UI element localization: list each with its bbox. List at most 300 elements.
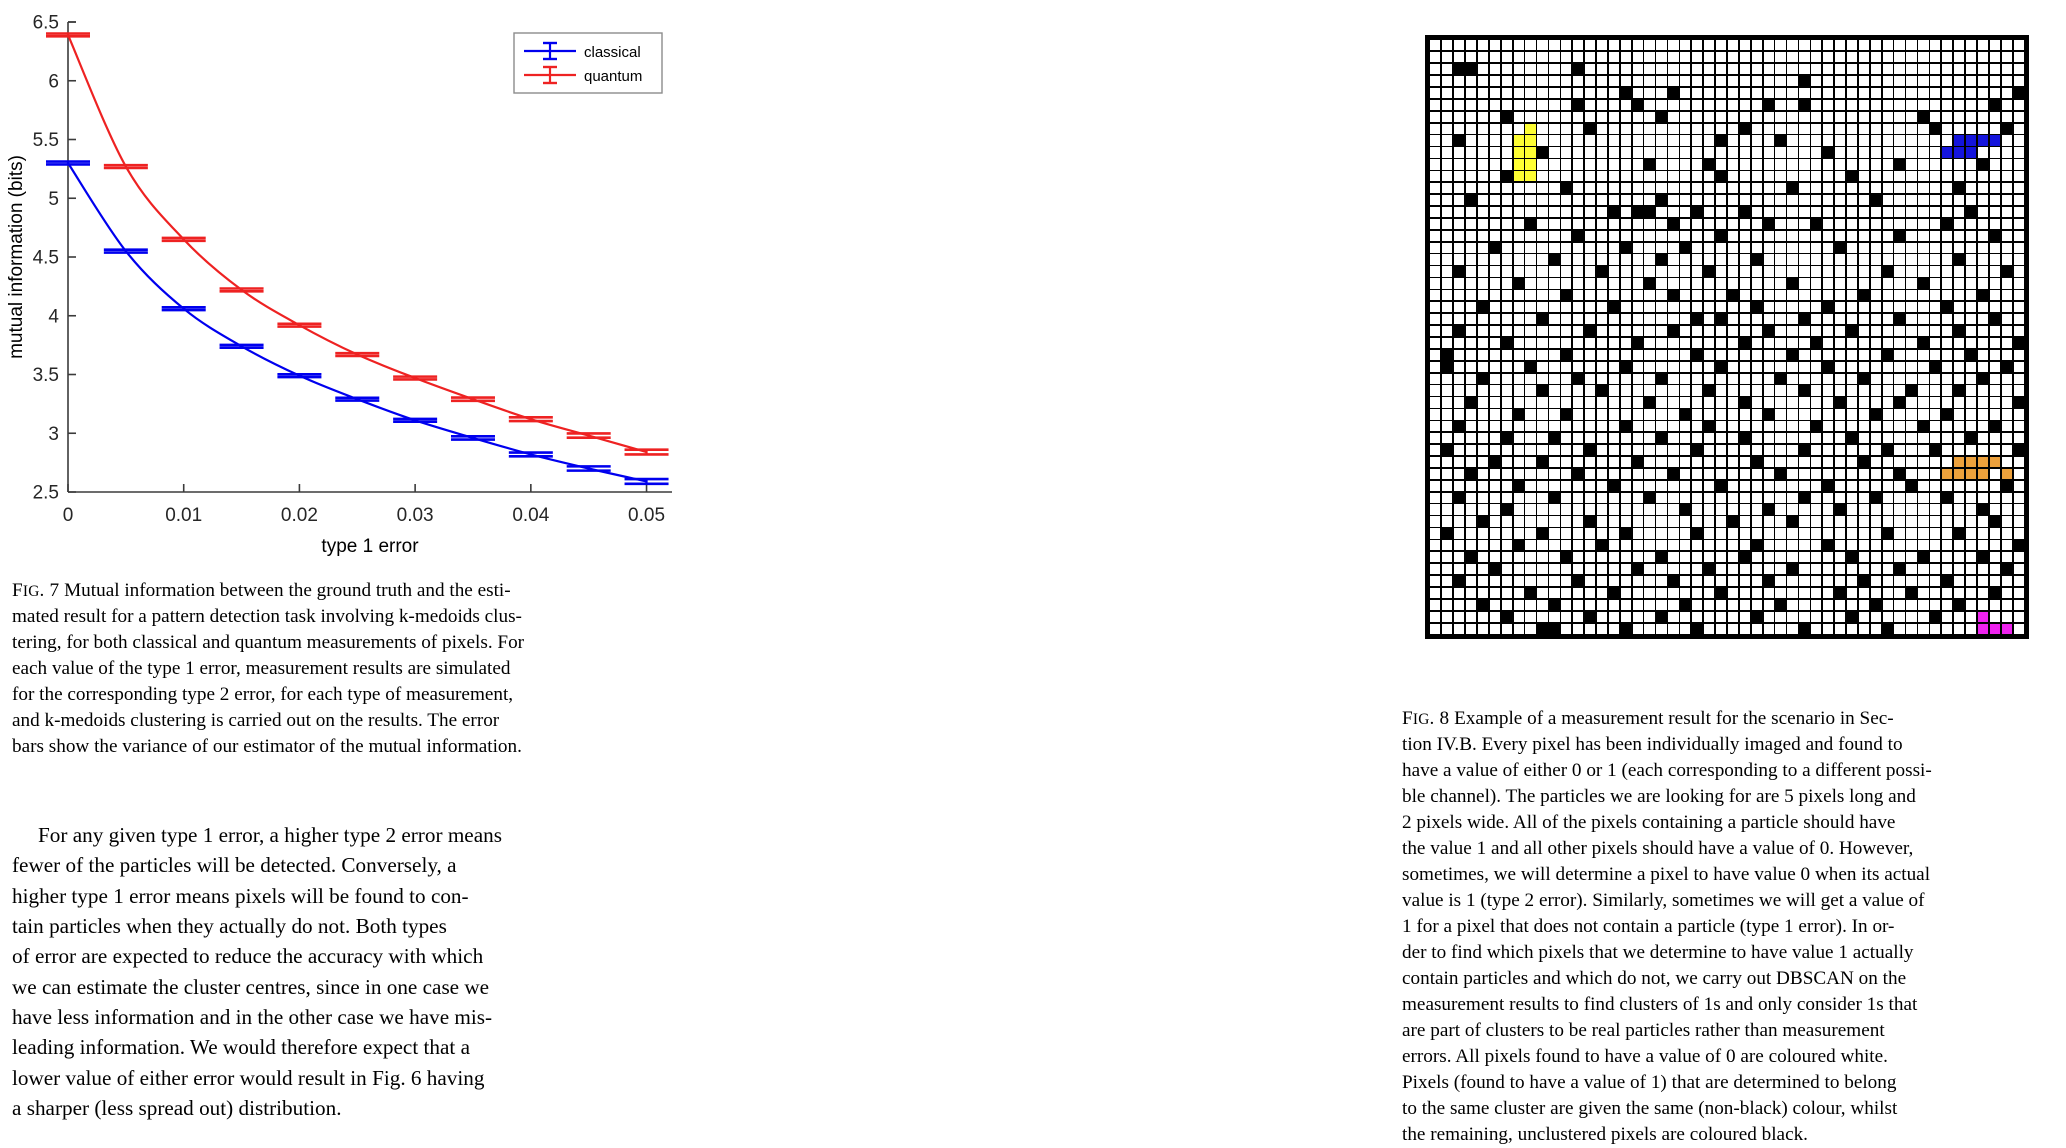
pixel-cell-empty — [1966, 612, 1976, 622]
caption-line: the value 1 and all other pixels should have a value of 0. However, — [1402, 838, 1914, 860]
pixel-cell-empty — [1537, 588, 1547, 598]
pixel-cell-empty — [1823, 338, 1833, 348]
pixel-cell-empty — [1799, 338, 1809, 348]
pixel-cell-empty — [1621, 433, 1631, 443]
pixel-cell-empty — [1990, 243, 2000, 253]
pixel-cell-empty — [1633, 266, 1643, 276]
pixel-cell-empty — [1478, 493, 1488, 503]
pixel-cell-noise — [1990, 516, 2000, 526]
pixel-cell-empty — [1894, 588, 1904, 598]
pixel-cell-empty — [1561, 135, 1571, 145]
pixel-cell-empty — [1621, 124, 1631, 134]
pixel-cell-empty — [1799, 135, 1809, 145]
pixel-cell-empty — [1894, 528, 1904, 538]
pixel-cell-empty — [1442, 469, 1452, 479]
pixel-cell-empty — [1656, 135, 1666, 145]
pixel-cell-empty — [2002, 397, 2012, 407]
pixel-cell-empty — [1585, 385, 1595, 395]
pixel-cell-empty — [1680, 254, 1690, 264]
pixel-cell-empty — [1573, 207, 1583, 217]
pixel-cell-empty — [1787, 112, 1797, 122]
y-tick-label: 3 — [48, 423, 59, 445]
pixel-cell-noise — [1835, 397, 1845, 407]
pixel-cell-empty — [1537, 493, 1547, 503]
pixel-cell-noise — [1454, 493, 1464, 503]
pixel-cell-empty — [1978, 326, 1988, 336]
pixel-cell-empty — [1942, 612, 1952, 622]
pixel-cell-empty — [1561, 421, 1571, 431]
pixel-cell-empty — [1430, 76, 1440, 86]
pixel-cell-noise — [1764, 100, 1774, 110]
pixel-cell-empty — [1680, 576, 1690, 586]
pixel-cell-empty — [1906, 243, 1916, 253]
pixel-cell-empty — [1478, 421, 1488, 431]
pixel-cell-empty — [1692, 385, 1702, 395]
pixel-cell-empty — [1573, 171, 1583, 181]
pixel-cell-empty — [1692, 183, 1702, 193]
legend-label: classical — [584, 44, 641, 61]
pixel-cell-empty — [1466, 564, 1476, 574]
pixel-cell-empty — [1633, 183, 1643, 193]
pixel-cell-noise — [1656, 195, 1666, 205]
pixel-cell-empty — [1609, 135, 1619, 145]
pixel-cell-empty — [1740, 302, 1750, 312]
pixel-cell-empty — [1859, 266, 1869, 276]
pixel-cell-empty — [1573, 266, 1583, 276]
pixel-cell-empty — [1752, 278, 1762, 288]
pixel-cell-empty — [1740, 457, 1750, 467]
pixel-cell-noise — [1823, 481, 1833, 491]
pixel-cell-empty — [1871, 135, 1881, 145]
pixel-cell-empty — [1930, 481, 1940, 491]
pixel-cell-empty — [1502, 290, 1512, 300]
pixel-cell-empty — [1466, 457, 1476, 467]
pixel-cell-empty — [1894, 624, 1904, 634]
pixel-cell-empty — [1942, 374, 1952, 384]
pixel-cell-empty — [1514, 88, 1524, 98]
y-tick-label: 6 — [48, 71, 59, 93]
pixel-cell-empty — [2002, 576, 2012, 586]
pixel-cell-empty — [1954, 171, 1964, 181]
pixel-cell-empty — [2002, 433, 2012, 443]
pixel-cell-empty — [1930, 76, 1940, 86]
pixel-cell-empty — [1561, 445, 1571, 455]
pixel-cell-noise — [1561, 350, 1571, 360]
pixel-cell-empty — [2002, 600, 2012, 610]
pixel-cell-empty — [1906, 445, 1916, 455]
pixel-cell-empty — [1668, 183, 1678, 193]
pixel-cell-empty — [1835, 516, 1845, 526]
pixel-cell-noise — [1859, 374, 1869, 384]
pixel-cell-empty — [1990, 112, 2000, 122]
pixel-cell-empty — [1859, 433, 1869, 443]
pixel-cell-empty — [1954, 112, 1964, 122]
pixel-cell-noise — [1942, 576, 1952, 586]
pixel-cell-noise — [1692, 445, 1702, 455]
pixel-cell-empty — [1633, 159, 1643, 169]
pixel-cell-empty — [1454, 600, 1464, 610]
pixel-cell-empty — [1954, 207, 1964, 217]
pixel-cell-empty — [1728, 254, 1738, 264]
pixel-cell-empty — [1668, 481, 1678, 491]
pixel-cell-empty — [1597, 516, 1607, 526]
pixel-cell-empty — [1514, 516, 1524, 526]
pixel-cell-empty — [1823, 421, 1833, 431]
pixel-cell-empty — [1740, 195, 1750, 205]
pixel-cell-empty — [1871, 88, 1881, 98]
pixel-cell-empty — [1442, 64, 1452, 74]
pixel-cell-empty — [1644, 588, 1654, 598]
pixel-cell-empty — [1656, 576, 1666, 586]
pixel-cell-empty — [1585, 231, 1595, 241]
pixel-cell-empty — [1918, 624, 1928, 634]
pixel-cell-empty — [1585, 195, 1595, 205]
pixel-cell-empty — [1537, 612, 1547, 622]
pixel-cell-empty — [1787, 397, 1797, 407]
pixel-cell-empty — [1430, 493, 1440, 503]
pixel-cell-empty — [1573, 421, 1583, 431]
pixel-cell-empty — [1799, 374, 1809, 384]
pixel-cell-empty — [1597, 207, 1607, 217]
pixel-cell-empty — [1466, 600, 1476, 610]
pixel-cell-empty — [1823, 219, 1833, 229]
pixel-cell-empty — [1442, 147, 1452, 157]
pixel-cell-empty — [1728, 576, 1738, 586]
pixel-cell-noise — [1978, 552, 1988, 562]
pixel-cell-empty — [1430, 195, 1440, 205]
pixel-cell-empty — [1514, 195, 1524, 205]
pixel-cell-empty — [2014, 159, 2024, 169]
pixel-cell-empty — [1525, 385, 1535, 395]
pixel-cell-empty — [1740, 266, 1750, 276]
pixel-cell-empty — [1871, 207, 1881, 217]
pixel-cell-empty — [1787, 195, 1797, 205]
pixel-cell-noise — [1680, 600, 1690, 610]
pixel-cell-empty — [1704, 183, 1714, 193]
pixel-cell-empty — [1966, 243, 1976, 253]
pixel-cell-noise — [1764, 409, 1774, 419]
pixel-cell-noise — [1728, 516, 1738, 526]
pixel-cell-empty — [1823, 40, 1833, 50]
pixel-cell-empty — [1561, 195, 1571, 205]
pixel-cell-empty — [1894, 64, 1904, 74]
pixel-cell-empty — [1787, 493, 1797, 503]
pixel-cell-empty — [1597, 159, 1607, 169]
pixel-cell-empty — [1775, 147, 1785, 157]
pixel-cell-empty — [1442, 552, 1452, 562]
pixel-cell-empty — [1514, 40, 1524, 50]
pixel-cell-empty — [1811, 504, 1821, 514]
pixel-cell-empty — [1585, 540, 1595, 550]
pixel-cell-noise — [1847, 552, 1857, 562]
pixel-cell-empty — [1930, 147, 1940, 157]
pixel-cell-empty — [1835, 266, 1845, 276]
pixel-cell-empty — [1573, 88, 1583, 98]
pixel-cell-empty — [1942, 183, 1952, 193]
pixel-cell-noise — [1502, 112, 1512, 122]
pixel-cell-empty — [1692, 374, 1702, 384]
pixel-cell-empty — [1942, 588, 1952, 598]
pixel-cell-empty — [1478, 576, 1488, 586]
pixel-cell-empty — [2002, 588, 2012, 598]
pixel-cell-empty — [1728, 159, 1738, 169]
pixel-cell-empty — [1859, 278, 1869, 288]
pixel-cell-empty — [1775, 112, 1785, 122]
pixel-cell-empty — [1656, 528, 1666, 538]
pixel-cell-empty — [1430, 302, 1440, 312]
pixel-cell-empty — [1454, 540, 1464, 550]
pixel-cell-empty — [1704, 457, 1714, 467]
pixel-cell-empty — [1787, 362, 1797, 372]
pixel-cell-empty — [1644, 266, 1654, 276]
pixel-cell-empty — [2014, 350, 2024, 360]
pixel-cell-empty — [1871, 421, 1881, 431]
pixel-cell-empty — [1621, 219, 1631, 229]
pixel-cell-empty — [1525, 88, 1535, 98]
pixel-cell-noise — [1442, 445, 1452, 455]
pixel-cell-empty — [1680, 481, 1690, 491]
pixel-cell-empty — [1502, 147, 1512, 157]
pixel-cell-empty — [1942, 481, 1952, 491]
pixel-cell-empty — [1692, 278, 1702, 288]
pixel-cell-empty — [1835, 171, 1845, 181]
pixel-cell-empty — [1906, 76, 1916, 86]
legend-label: quantum — [584, 68, 643, 85]
pixel-cell-empty — [1978, 445, 1988, 455]
pixel-cell-noise — [1692, 624, 1702, 634]
pixel-cell-empty — [1573, 397, 1583, 407]
pixel-cell-empty — [1621, 135, 1631, 145]
pixel-cell-empty — [1537, 243, 1547, 253]
pixel-cell-empty — [1894, 433, 1904, 443]
pixel-cell-empty — [1835, 421, 1845, 431]
pixel-cell-noise — [1585, 124, 1595, 134]
pixel-cell-blue — [1954, 135, 1964, 145]
pixel-cell-empty — [1514, 124, 1524, 134]
pixel-cell-empty — [1549, 302, 1559, 312]
pixel-cell-empty — [1752, 576, 1762, 586]
pixel-cell-noise — [1871, 600, 1881, 610]
pixel-cell-noise — [1847, 433, 1857, 443]
pixel-cell-empty — [1954, 588, 1964, 598]
pixel-cell-empty — [1478, 88, 1488, 98]
pixel-cell-empty — [1609, 528, 1619, 538]
pixel-cell-empty — [1799, 540, 1809, 550]
pixel-cell-empty — [1823, 52, 1833, 62]
series-line-quantum — [68, 35, 647, 452]
pixel-cell-empty — [1573, 290, 1583, 300]
pixel-cell-empty — [1728, 52, 1738, 62]
pixel-cell-empty — [1990, 40, 2000, 50]
pixel-cell-empty — [1835, 469, 1845, 479]
pixel-cell-empty — [1644, 64, 1654, 74]
pixel-cell-empty — [1811, 564, 1821, 574]
pixel-cell-empty — [1871, 481, 1881, 491]
pixel-cell-empty — [1823, 624, 1833, 634]
pixel-cell-empty — [1764, 350, 1774, 360]
pixel-cell-empty — [1490, 421, 1500, 431]
pixel-cell-empty — [1716, 124, 1726, 134]
pixel-cell-empty — [1930, 385, 1940, 395]
pixel-cell-empty — [1680, 338, 1690, 348]
pixel-cell-empty — [1990, 528, 2000, 538]
pixel-cell-empty — [1930, 624, 1940, 634]
pixel-cell-empty — [1752, 600, 1762, 610]
pixel-cell-empty — [1621, 159, 1631, 169]
pixel-cell-noise — [1656, 433, 1666, 443]
pixel-cell-empty — [1847, 600, 1857, 610]
pixel-cell-empty — [1597, 64, 1607, 74]
pixel-cell-noise — [1585, 612, 1595, 622]
pixel-cell-empty — [1704, 64, 1714, 74]
pixel-cell-empty — [1990, 159, 2000, 169]
pixel-cell-empty — [1799, 397, 1809, 407]
pixel-cell-empty — [1621, 302, 1631, 312]
pixel-cell-empty — [2002, 40, 2012, 50]
pixel-cell-noise — [2002, 124, 2012, 134]
pixel-cell-empty — [1549, 516, 1559, 526]
pixel-cell-empty — [1787, 88, 1797, 98]
pixel-cell-empty — [1966, 124, 1976, 134]
pixel-cell-empty — [1716, 433, 1726, 443]
pixel-cell-empty — [1859, 52, 1869, 62]
pixel-cell-empty — [1716, 504, 1726, 514]
pixel-cell-orange — [1978, 457, 1988, 467]
paragraph-line: a sharper (less spread out) distribution. — [12, 1095, 342, 1120]
pixel-cell-empty — [1573, 147, 1583, 157]
pixel-cell-noise — [1573, 374, 1583, 384]
pixel-cell-empty — [1894, 135, 1904, 145]
pixel-cell-noise — [1442, 528, 1452, 538]
pixel-cell-empty — [1502, 374, 1512, 384]
pixel-cell-empty — [2014, 254, 2024, 264]
pixel-cell-empty — [1930, 112, 1940, 122]
pixel-cell-empty — [1561, 624, 1571, 634]
caption-line: ble channel). The particles we are looking for are 5 pixels long and — [1402, 786, 1916, 808]
pixel-cell-empty — [1514, 76, 1524, 86]
pixel-cell-empty — [1668, 350, 1678, 360]
pixel-cell-empty — [1597, 374, 1607, 384]
error-bar-quantum — [104, 165, 148, 168]
pixel-cell-empty — [1859, 302, 1869, 312]
pixel-cell-empty — [2002, 326, 2012, 336]
pixel-cell-empty — [1585, 147, 1595, 157]
pixel-cell-empty — [1430, 481, 1440, 491]
pixel-cell-empty — [1644, 338, 1654, 348]
pixel-cell-empty — [1823, 385, 1833, 395]
pixel-cell-empty — [1752, 433, 1762, 443]
pixel-cell-noise — [1883, 528, 1893, 538]
pixel-cell-empty — [1621, 540, 1631, 550]
pixel-cell-empty — [1668, 612, 1678, 622]
pixel-cell-noise — [1549, 624, 1559, 634]
pixel-cell-noise — [1478, 600, 1488, 610]
pixel-cell-empty — [1883, 576, 1893, 586]
pixel-cell-empty — [1954, 88, 1964, 98]
pixel-cell-empty — [1537, 516, 1547, 526]
pixel-cell-empty — [2002, 52, 2012, 62]
pixel-cell-empty — [1537, 88, 1547, 98]
pixel-cell-empty — [1847, 338, 1857, 348]
pixel-cell-empty — [2014, 207, 2024, 217]
pixel-cell-empty — [1692, 564, 1702, 574]
pixel-cell-empty — [2002, 516, 2012, 526]
pixel-cell-empty — [1704, 409, 1714, 419]
pixel-cell-empty — [1502, 493, 1512, 503]
pixel-cell-empty — [1847, 147, 1857, 157]
pixel-cell-empty — [1656, 290, 1666, 300]
pixel-cell-empty — [1454, 397, 1464, 407]
pixel-cell-empty — [1537, 409, 1547, 419]
pixel-cell-empty — [1573, 159, 1583, 169]
pixel-cell-empty — [1466, 493, 1476, 503]
pixel-cell-empty — [1525, 254, 1535, 264]
pixel-cell-empty — [1466, 76, 1476, 86]
pixel-cell-noise — [1549, 433, 1559, 443]
pixel-cell-empty — [1537, 135, 1547, 145]
pixel-cell-empty — [1704, 76, 1714, 86]
pixel-cell-noise — [1549, 493, 1559, 503]
pixel-cell-empty — [1752, 504, 1762, 514]
pixel-cell-empty — [1775, 266, 1785, 276]
pixel-cell-empty — [1573, 433, 1583, 443]
pixel-cell-empty — [1454, 76, 1464, 86]
pixel-cell-empty — [1918, 504, 1928, 514]
pixel-cell-empty — [1573, 350, 1583, 360]
pixel-cell-empty — [1633, 504, 1643, 514]
pixel-cell-noise — [1704, 266, 1714, 276]
pixel-cell-empty — [1692, 147, 1702, 157]
pixel-cell-empty — [1835, 195, 1845, 205]
pixel-cell-empty — [1883, 219, 1893, 229]
pixel-cell-empty — [1847, 576, 1857, 586]
pixel-cell-empty — [1728, 528, 1738, 538]
pixel-cell-empty — [1847, 243, 1857, 253]
pixel-cell-empty — [1859, 135, 1869, 145]
pixel-cell-empty — [1990, 385, 2000, 395]
pixel-cell-empty — [1549, 576, 1559, 586]
pixel-cell-empty — [1871, 457, 1881, 467]
pixel-cell-empty — [1609, 624, 1619, 634]
pixel-cell-empty — [1430, 397, 1440, 407]
figure-label: FIG. 7 — [12, 580, 60, 601]
pixel-cell-empty — [1918, 350, 1928, 360]
pixel-cell-empty — [1906, 540, 1916, 550]
pixel-cell-empty — [1883, 493, 1893, 503]
pixel-cell-empty — [1430, 350, 1440, 360]
pixel-cell-empty — [1918, 493, 1928, 503]
pixel-cell-empty — [1764, 516, 1774, 526]
pixel-cell-empty — [1954, 445, 1964, 455]
pixel-cell-empty — [1597, 362, 1607, 372]
pixel-cell-empty — [1978, 564, 1988, 574]
pixel-cell-empty — [1966, 326, 1976, 336]
caption-line: contain particles and which do not, we carry out DBSCAN on the — [1402, 968, 1907, 990]
pixel-cell-empty — [1609, 350, 1619, 360]
pixel-cell-empty — [1918, 266, 1928, 276]
pixel-cell-empty — [1978, 350, 1988, 360]
pixel-cell-empty — [1799, 183, 1809, 193]
pixel-cell-noise — [1716, 314, 1726, 324]
pixel-cell-empty — [1430, 409, 1440, 419]
pixel-cell-empty — [1966, 552, 1976, 562]
pixel-cell-empty — [1847, 564, 1857, 574]
pixel-cell-empty — [1609, 374, 1619, 384]
pixel-cell-empty — [1609, 314, 1619, 324]
pixel-cell-empty — [1740, 254, 1750, 264]
pixel-cell-empty — [1930, 433, 1940, 443]
pixel-cell-empty — [1942, 540, 1952, 550]
